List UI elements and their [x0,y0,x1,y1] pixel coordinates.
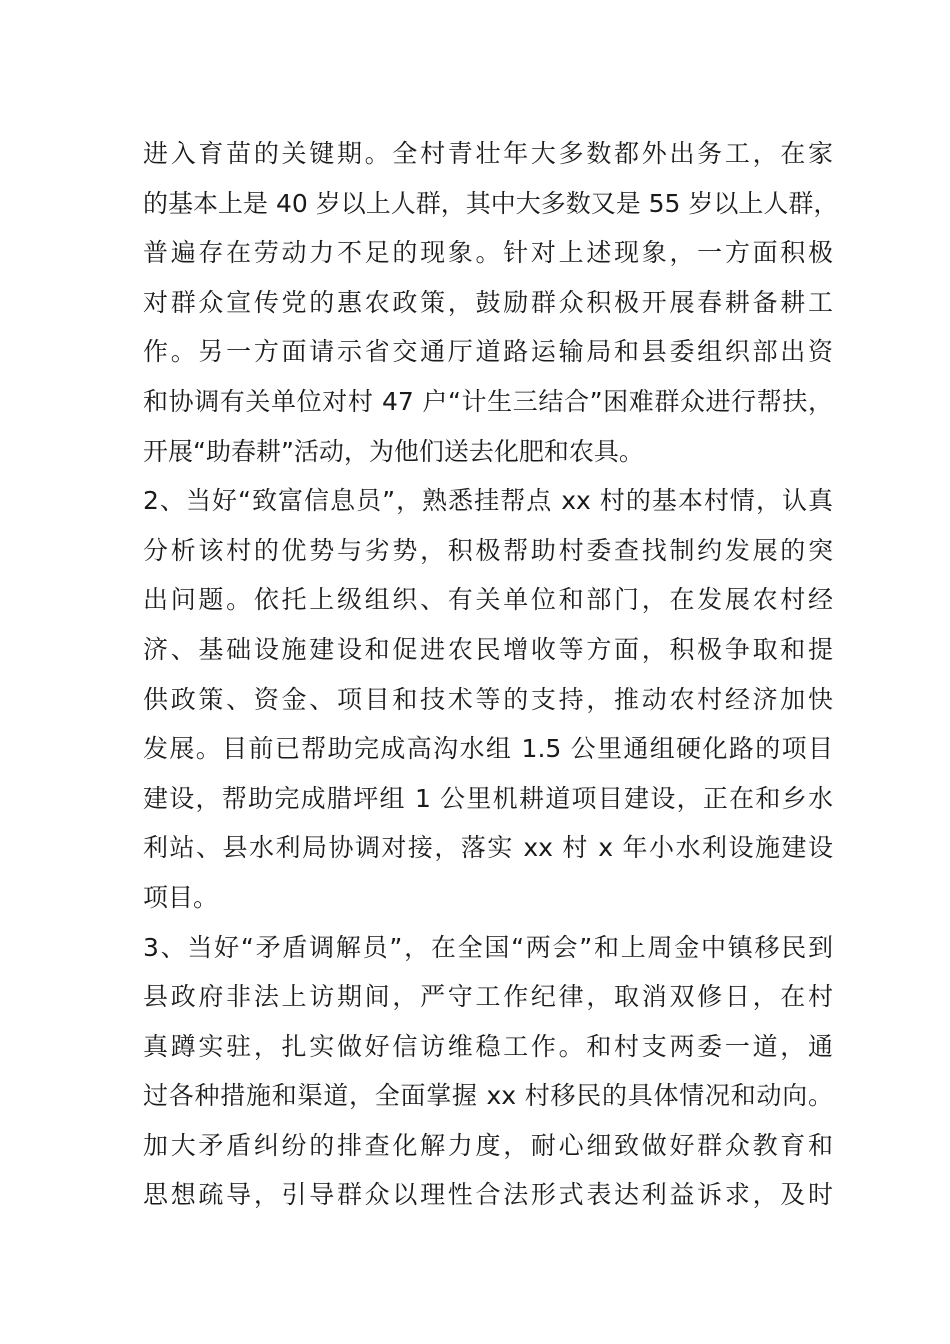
text-line: 济、基础设施建设和促进农民增收等方面，积极争取和提 [143,634,833,664]
text-line: 利站、县水利局协调对接，落实 xx 村 x 年小水利设施建设 [143,833,833,863]
text-line: 和协调有关单位对村 47 户“计生三结合”困难群众进行帮扶， [143,386,833,416]
text-line: 2、当好“致富信息员”，熟悉挂帮点 xx 村的基本村情，认真 [143,486,833,516]
document-body [143,129,839,1220]
text-line: 思想疏导，引导群众以理性合法形式表达利益诉求，及时 [143,1180,833,1210]
text-line: 发展。目前已帮助完成高沟水组 1.5 公里通组硬化路的项目 [143,734,833,764]
text-line: 普遍存在劳动力不足的现象。针对上述现象，一方面积极 [143,238,833,268]
text-line: 分析该村的优势与劣势，积极帮助村委查找制约发展的突 [143,535,833,565]
text-line: 建设，帮助完成腊坪组 1 公里机耕道项目建设，正在和乡水 [143,783,833,813]
text-line: 3、当好“矛盾调解员”，在全国“两会”和上周金中镇移民到 [143,932,833,962]
text-line: 开展“助春耕”活动，为他们送去化肥和农具。 [143,436,644,466]
text-line: 过各种措施和渠道，全面掌握 xx 村移民的具体情况和动向。 [143,1081,833,1111]
text-line: 项目。 [143,882,219,912]
text-line: 对群众宣传党的惠农政策，鼓励群众积极开展春耕备耕工 [143,287,833,317]
text-line: 作。另一方面请示省交通厅道路运输局和县委组织部出资 [143,337,833,367]
text-line: 出问题。依托上级组织、有关单位和部门，在发展农村经 [143,585,833,615]
text-line: 真蹲实驻，扎实做好信访维稳工作。和村支两委一道，通 [143,1031,833,1061]
text-line: 进入育苗的关键期。全村青壮年大多数都外出务工，在家 [143,139,833,168]
text-line: 供政策、资金、项目和技术等的支持，推动农村经济加快 [143,684,833,714]
text-line: 加大矛盾纠纷的排查化解力度，耐心细致做好群众教育和 [143,1130,833,1160]
text-line: 的基本上是 40 岁以上人群，其中大多数又是 55 岁以上人群， [143,188,839,218]
text-line: 县政府非法上访期间，严守工作纪律，取消双修日，在村 [143,982,833,1012]
